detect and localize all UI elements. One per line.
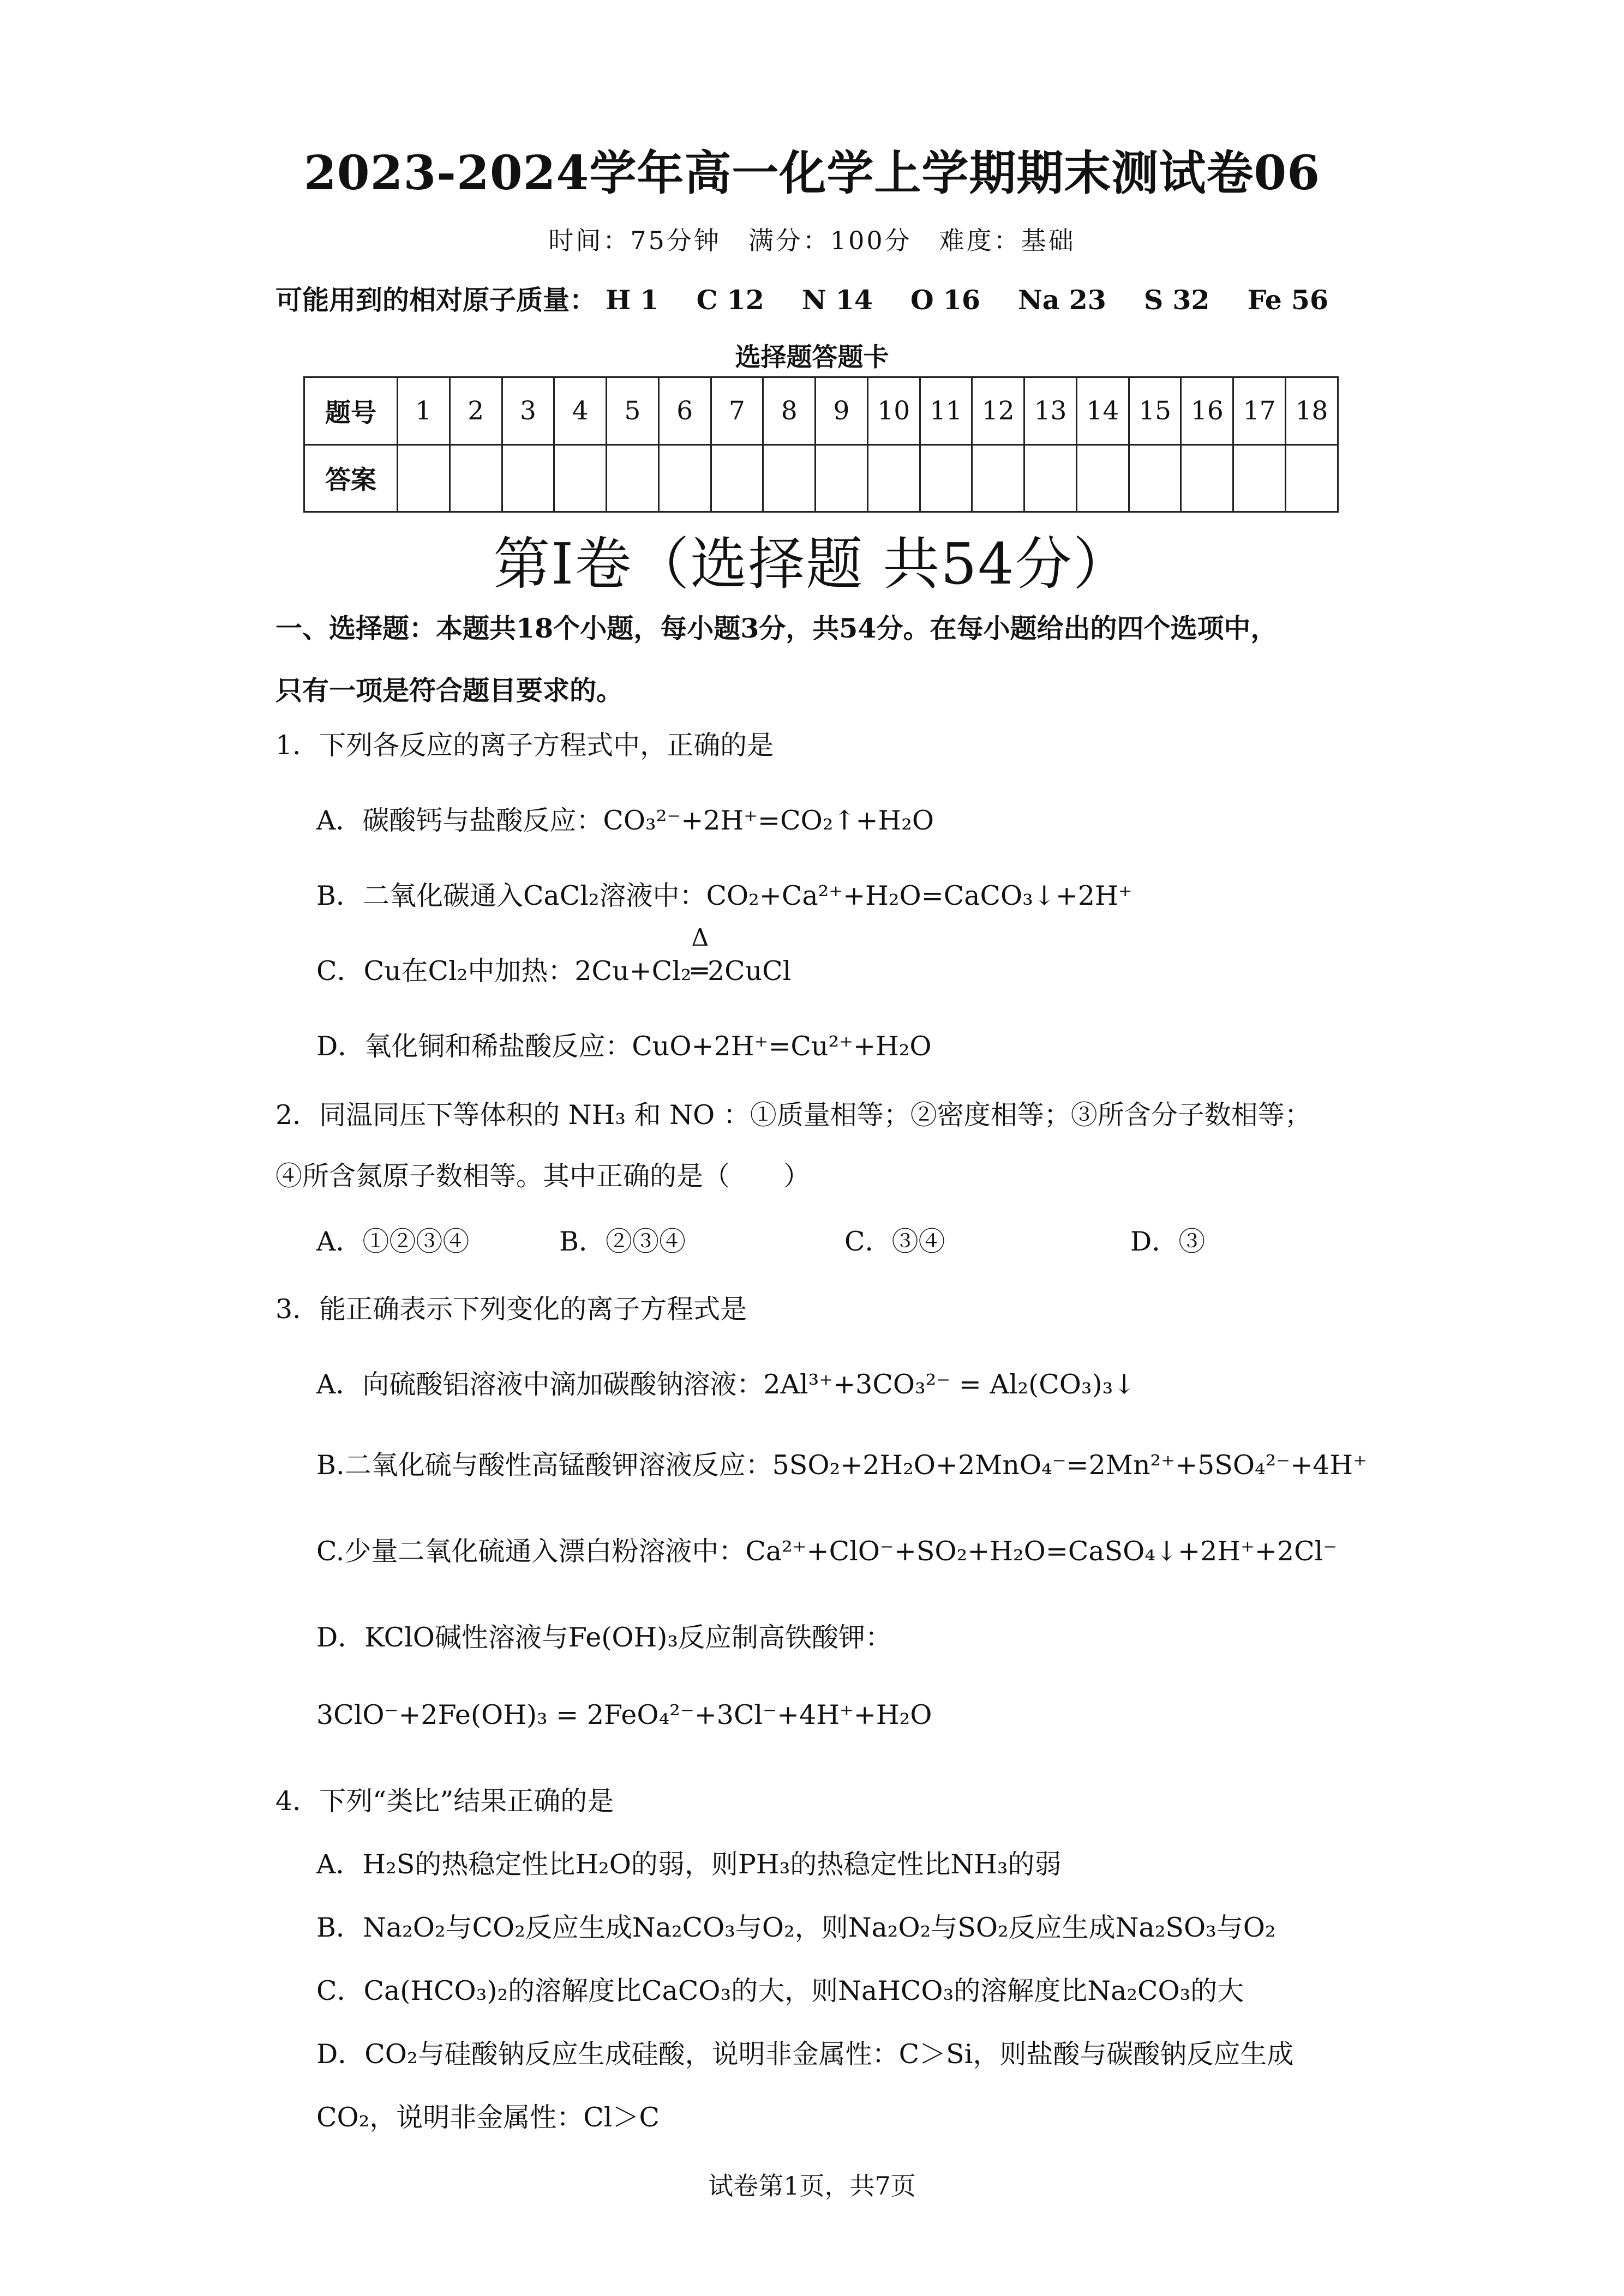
- question-number-cell: 6: [658, 377, 711, 445]
- atomic-mass-item: O 16: [910, 284, 980, 316]
- answer-cell[interactable]: [607, 444, 659, 512]
- answer-cell[interactable]: [1024, 444, 1077, 512]
- question-1-option-c: [316, 924, 792, 988]
- answer-cell[interactable]: [1286, 444, 1338, 512]
- answer-card-table: [303, 376, 1339, 513]
- exam-title: 2023-2024学年高一化学上学期期末测试卷06: [303, 146, 1321, 201]
- instructions-line: 只有一项是符合题目要求的。: [275, 675, 624, 706]
- answer-card-row-label: 答案: [304, 444, 398, 512]
- atomic-mass-item: S 32: [1143, 284, 1210, 316]
- question-number-cell: 15: [1129, 377, 1181, 445]
- question-number-cell: 10: [867, 377, 920, 445]
- question-1-stem: 1．下列各反应的离子方程式中，正确的是: [275, 730, 774, 761]
- question-number-cell: 12: [972, 377, 1024, 445]
- question-number-cell: 16: [1181, 377, 1233, 445]
- question-number-cell: 5: [607, 377, 659, 445]
- question-number-cell: 8: [763, 377, 816, 445]
- question-3-option-c: C.少量二氧化硫通入漂白粉溶液中：Ca²⁺+ClO⁻+SO₂+H₂O=CaSO₄↓+2H⁺+2Cl⁻: [316, 1536, 1338, 1567]
- atomic-mass-item: C 12: [696, 284, 764, 316]
- question-number-cell: 17: [1233, 377, 1286, 445]
- answer-cell[interactable]: [502, 444, 554, 512]
- question-4-option-d-continued: CO₂，说明非金属性：Cl＞C: [316, 2102, 660, 2133]
- question-number-cell: 14: [1076, 377, 1129, 445]
- answer-card-number-row: [304, 377, 1338, 445]
- option-c-text: C．Cu在Cl₂中加热：2Cu+Cl₂: [316, 955, 692, 987]
- atomic-mass-item: Fe 56: [1247, 284, 1329, 316]
- answer-card-answer-row: [304, 444, 1338, 512]
- question-2-stem-continued: ④所含氮原子数相等。其中正确的是（ ）: [275, 1161, 811, 1192]
- atomic-mass-item: H 1: [606, 284, 659, 316]
- question-number-cell: 7: [711, 377, 763, 445]
- question-number-cell: 1: [398, 377, 450, 445]
- question-1-option-d: D．氧化铜和稀盐酸反应：CuO+2H⁺=Cu²⁺+H₂O: [316, 1031, 932, 1062]
- question-3-option-d: D．KClO碱性溶液与Fe(OH)₃反应制高铁酸钾：: [316, 1622, 892, 1653]
- option-c-product: 2CuCl: [707, 955, 792, 987]
- answer-cell[interactable]: [763, 444, 816, 512]
- question-4-option-d: D．CO₂与硅酸钠反应生成硅酸，说明非金属性：C＞Si，则盐酸与碳酸钠反应生成: [316, 2039, 1294, 2070]
- atomic-masses-label: 可能用到的相对原子质量：: [275, 284, 597, 316]
- answer-cell[interactable]: [1181, 444, 1233, 512]
- question-2-option-a: A．①②③④: [316, 1226, 470, 1257]
- atomic-mass-item: N 14: [801, 284, 873, 316]
- heating-condition: [691, 924, 709, 987]
- answer-cell[interactable]: [1129, 444, 1181, 512]
- section-instructions: [275, 597, 1367, 722]
- question-1-option-a: A．碳酸钙与盐酸反应：CO₃²⁻+2H⁺=CO₂↑+H₂O: [316, 805, 934, 836]
- answer-cell[interactable]: [398, 444, 450, 512]
- question-4-option-a: A．H₂S的热稳定性比H₂O的弱，则PH₃的热稳定性比NH₃的弱: [316, 1849, 1062, 1880]
- instructions-line: 一、选择题：本题共18个小题，每小题3分，共54分。在每小题给出的四个选项中，: [275, 612, 1278, 644]
- question-number-cell: 18: [1286, 377, 1338, 445]
- answer-cell[interactable]: [816, 444, 868, 512]
- question-1-option-b: B．二氧化碳通入CaCl₂溶液中：CO₂+Ca²⁺+H₂O=CaCO₃↓+2H⁺: [316, 880, 1132, 911]
- answer-cell[interactable]: [658, 444, 711, 512]
- question-number-cell: 13: [1024, 377, 1077, 445]
- equals-sign: ═: [691, 955, 708, 987]
- atomic-mass-item: Na 23: [1018, 284, 1106, 316]
- question-4-stem: 4．下列“类比”结果正确的是: [275, 1786, 614, 1817]
- answer-cell[interactable]: [711, 444, 763, 512]
- answer-card-title: 选择题答题卡: [735, 342, 889, 372]
- answer-cell[interactable]: [554, 444, 607, 512]
- question-4-option-b: B．Na₂O₂与CO₂反应生成Na₂CO₃与O₂，则Na₂O₂与SO₂反应生成Na₂SO₃与O₂: [316, 1912, 1276, 1943]
- question-4-option-c: C．Ca(HCO₃)₂的溶解度比CaCO₃的大，则NaHCO₃的溶解度比Na₂CO₃的大: [316, 1975, 1244, 2006]
- question-2-option-c: C．③④: [844, 1226, 945, 1257]
- question-number-cell: 3: [502, 377, 554, 445]
- question-2-option-b: B．②③④: [559, 1226, 686, 1257]
- question-3-option-d-equation: 3ClO⁻+2Fe(OH)₃ = 2FeO₄²⁻+3Cl⁻+4H⁺+H₂O: [316, 1699, 932, 1730]
- answer-cell[interactable]: [450, 444, 502, 512]
- delta-symbol: Δ: [691, 924, 709, 952]
- answer-card-row-label: 题号: [304, 377, 398, 445]
- answer-cell[interactable]: [972, 444, 1024, 512]
- answer-cell[interactable]: [867, 444, 920, 512]
- question-3-option-a: A．向硫酸铝溶液中滴加碳酸钠溶液：2Al³⁺+3CO₃²⁻ = Al₂(CO₃)₃↓: [316, 1369, 1136, 1400]
- question-number-cell: 11: [920, 377, 972, 445]
- question-2-option-d: D．③: [1130, 1226, 1206, 1257]
- answer-cell[interactable]: [1233, 444, 1286, 512]
- question-2-stem: 2．同温同压下等体积的 NH₃ 和 NO ：①质量相等；②密度相等；③所含分子数相等；: [275, 1099, 1311, 1131]
- section-title: 第Ⅰ卷（选择题 共54分）: [493, 531, 1131, 597]
- answer-cell[interactable]: [920, 444, 972, 512]
- question-3-option-b: B.二氧化硫与酸性高锰酸钾溶液反应：5SO₂+2H₂O+2MnO₄⁻=2Mn²⁺+5SO₄²⁻+4H⁺: [316, 1450, 1367, 1481]
- atomic-masses: [275, 279, 1357, 317]
- question-3-stem: 3．能正确表示下列变化的离子方程式是: [275, 1294, 747, 1325]
- question-number-cell: 4: [554, 377, 607, 445]
- question-number-cell: 9: [816, 377, 868, 445]
- exam-meta: 时间：75分钟 满分：100分 难度：基础: [548, 226, 1076, 255]
- question-number-cell: 2: [450, 377, 502, 445]
- page-footer: 试卷第1页，共7页: [708, 2171, 916, 2201]
- answer-cell[interactable]: [1076, 444, 1129, 512]
